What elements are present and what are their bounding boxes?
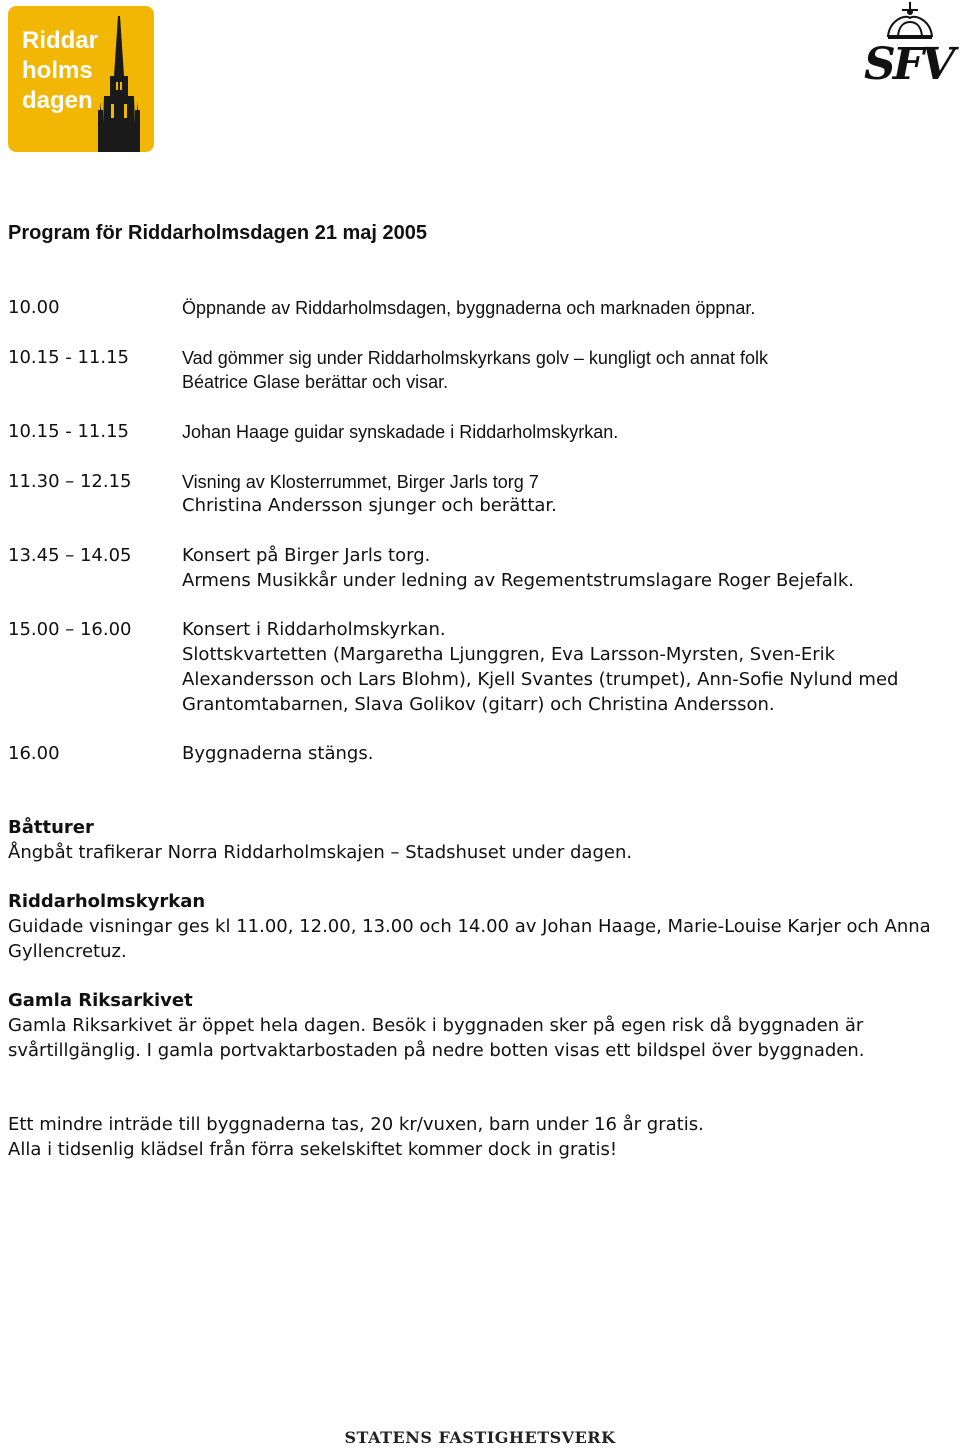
- section-riddarholmskyrkan: [8, 890, 953, 964]
- schedule-item: [8, 296, 958, 321]
- schedule-line: Byggnaderna stängs.: [182, 743, 374, 765]
- page-title: Program för Riddarholmsdagen 21 maj 2005: [8, 222, 428, 244]
- schedule-line: Öppnande av Riddarholmsdagen, byggnaderna och marknaden öppnar.: [182, 298, 756, 318]
- section-heading: Gamla Riksarkivet: [8, 990, 193, 1011]
- schedule-description: [182, 420, 958, 445]
- schedule-item: [8, 742, 958, 767]
- schedule-item: [8, 544, 958, 594]
- schedule-time: 13.45 – 14.05: [8, 544, 132, 566]
- costume-note: Alla i tidsenlig klädsel från förra sekelskiftet kommer dock in gratis!: [8, 1138, 618, 1160]
- schedule-list: [8, 296, 958, 792]
- schedule-line: Konsert på Birger Jarls torg.: [182, 544, 431, 566]
- schedule-line: Slottskvartetten (Margaretha Ljunggren, Eva Larsson-Myrsten, Sven-Erik: [182, 644, 836, 666]
- schedule-time: 11.30 – 12.15: [8, 470, 132, 492]
- schedule-description: [182, 618, 958, 717]
- schedule-line: Johan Haage guidar synskadade i Riddarholmskyrkan.: [182, 421, 619, 442]
- schedule-time: 10.15 - 11.15: [8, 420, 129, 442]
- section-text: Gamla Riksarkivet är öppet hela dagen. Besök i byggnaden sker på egen risk då byggnaden är svårtillgänglig. I gamla portvaktarbostaden på nedre botten visas ett bildspel över byggnaden.: [8, 1014, 865, 1061]
- schedule-time: 15.00 – 16.00: [8, 619, 132, 641]
- schedule-item: [8, 420, 958, 445]
- schedule-item: [8, 470, 958, 520]
- section-batturer: [8, 816, 953, 866]
- sfv-logo: [860, 0, 960, 100]
- schedule-item: [8, 346, 958, 396]
- schedule-line: Visning av Klosterrummet, Birger Jarls torg 7: [182, 471, 539, 492]
- riddarholmsdagen-logo: [8, 6, 154, 152]
- footer-wordmark: STATENS FASTIGHETSVERK: [344, 1428, 616, 1447]
- schedule-time: 16.00: [8, 743, 60, 765]
- section-text: Ångbåt trafikerar Norra Riddarholmskajen – Stadshuset under dagen.: [8, 841, 633, 863]
- schedule-description: [182, 296, 958, 321]
- schedule-description: [182, 470, 958, 520]
- section-heading: Riddarholmskyrkan: [8, 891, 206, 912]
- logo-text: Riddar holms dagen: [22, 27, 99, 114]
- schedule-line: Béatrice Glase berättar och visar.: [182, 372, 449, 393]
- schedule-item: [8, 618, 958, 717]
- sfv-monogram: SFV: [864, 39, 953, 90]
- schedule-time: 10.00: [8, 297, 60, 318]
- schedule-line: Konsert i Riddarholmskyrkan.: [182, 619, 446, 641]
- section-text: Guidade visningar ges kl 11.00, 12.00, 13.00 och 14.00 av Johan Haage, Marie-Louise Karjer och Anna Gyllencretuz.: [8, 915, 931, 962]
- schedule-description: [182, 742, 958, 767]
- schedule-description: [182, 346, 958, 396]
- schedule-line: Alexandersson och Lars Blohm), Kjell Svantes (trumpet), Ann-Sofie Nylund med: [182, 668, 899, 690]
- schedule-time: 10.15 - 11.15: [8, 346, 129, 368]
- section-gamla-riksarkivet: [8, 989, 953, 1063]
- schedule-line: Grantomtabarnen, Slava Golikov (gitarr) och Christina Andersson.: [182, 693, 775, 715]
- section-heading: Båtturer: [8, 817, 94, 838]
- schedule-line: Vad gömmer sig under Riddarholmskyrkans golv – kungligt och annat folk: [182, 347, 768, 368]
- schedule-line: Christina Andersson sjunger och berättar.: [182, 495, 557, 517]
- schedule-line: Armens Musikkår under ledning av Regementstrumslagare Roger Bejefalk.: [182, 569, 854, 591]
- entrance-fee-note: Ett mindre inträde till byggnaderna tas, 20 kr/vuxen, barn under 16 år gratis.: [8, 1114, 704, 1135]
- schedule-description: [182, 544, 958, 594]
- entrance-notes: [8, 1113, 953, 1163]
